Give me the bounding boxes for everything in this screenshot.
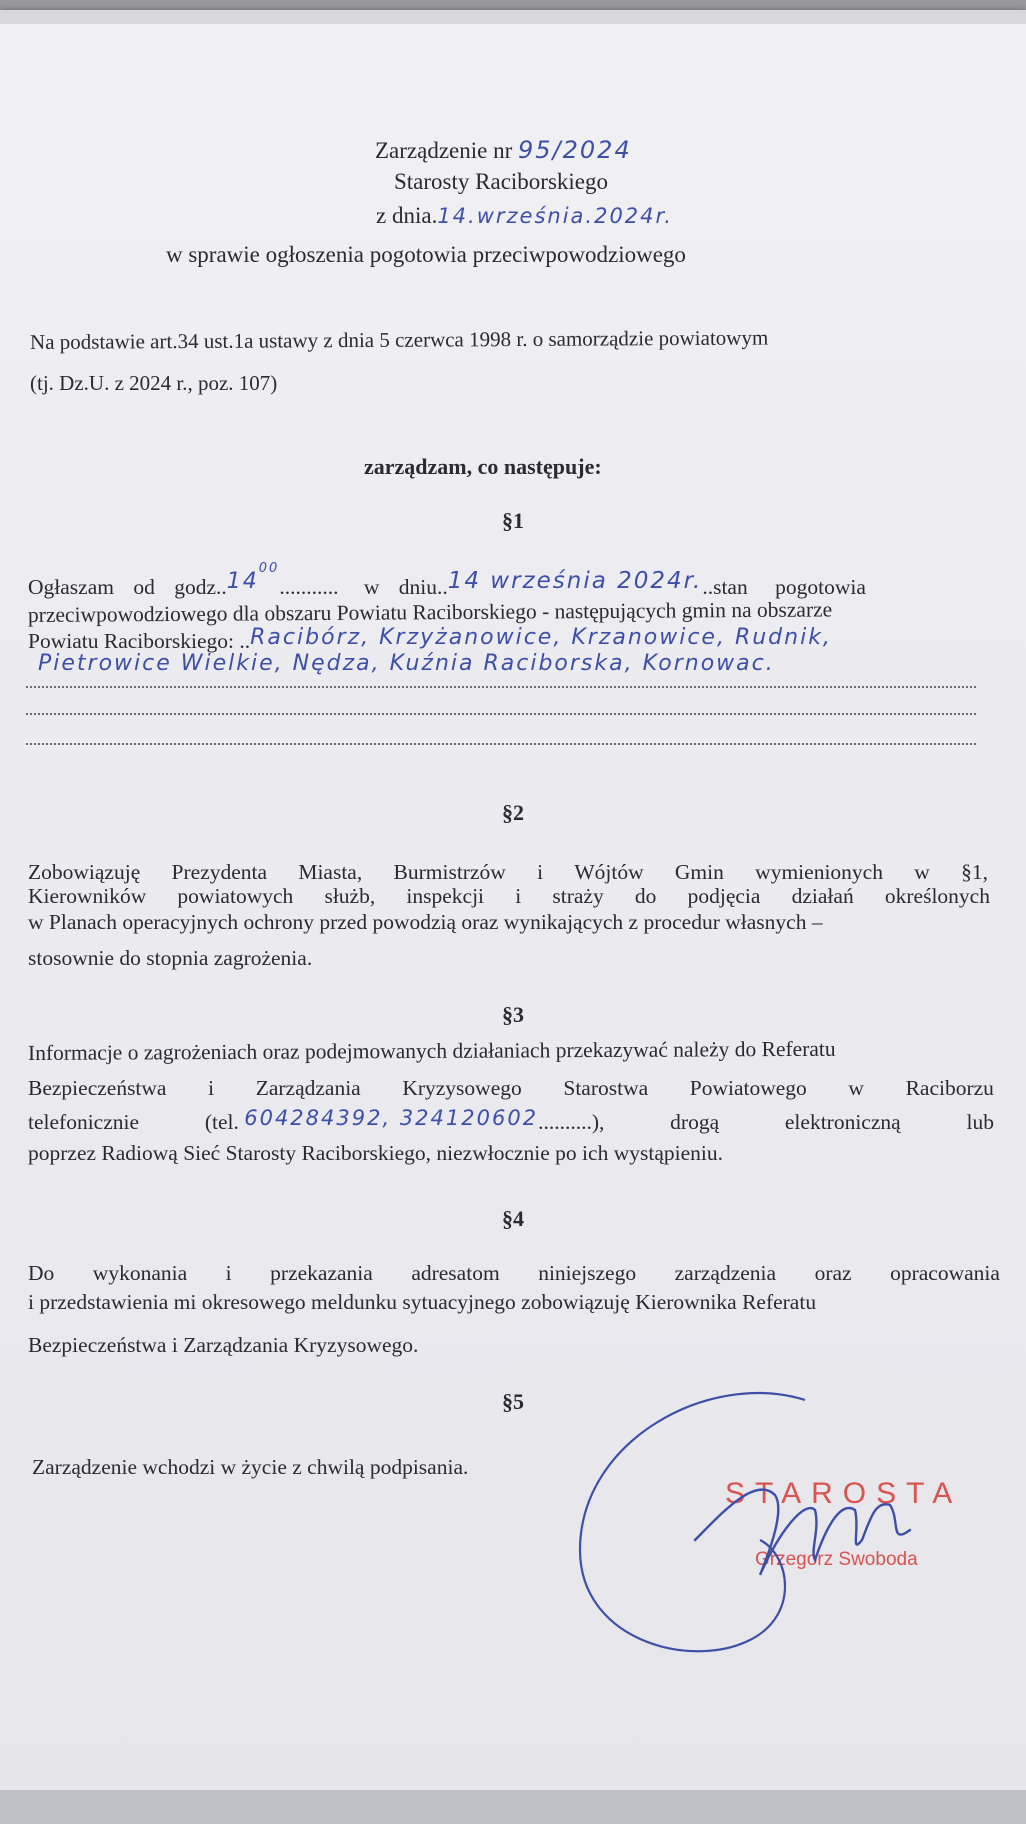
s3-word: ..........),: [538, 1110, 605, 1134]
section-3-heading: §3: [502, 1002, 524, 1027]
s3-word: (tel.: [204, 1110, 239, 1134]
s3-word: drogą: [670, 1110, 720, 1134]
justified-word: podjęcia: [687, 884, 761, 908]
sheet-top-edge: [0, 10, 1026, 24]
s1-word: ..stan: [702, 575, 748, 600]
dotted-line: [26, 713, 976, 715]
justified-word: Raciborzu: [905, 1076, 994, 1100]
justified-word: i: [208, 1076, 215, 1100]
date-prefix: z dnia: [376, 203, 432, 228]
s1-word: pogotowia: [775, 575, 866, 600]
s1-hour-minutes: 00: [258, 561, 280, 576]
s1-line1: [28, 561, 866, 600]
justified-word: Powiatowego: [689, 1076, 807, 1100]
justified-word: służb,: [324, 884, 376, 908]
justified-word: działań: [791, 884, 854, 908]
s1-word: od: [133, 575, 155, 600]
subject: w sprawie ogłoszenia pogotowia przeciwpowodziowego: [166, 242, 686, 267]
document-sheet: [0, 10, 1026, 1815]
justified-word: adresatom: [411, 1261, 500, 1285]
decree-line: zarządzam, co następuje:: [364, 454, 602, 479]
justified-word: Prezydenta: [171, 860, 268, 884]
s1-line2: przeciwpowodziowego dla obszaru Powiatu Raciborskiego - następujących gmin na obszarze: [27, 597, 833, 627]
justified-word: i: [225, 1261, 232, 1285]
justified-word: Kryzysowego: [402, 1076, 522, 1100]
title-line: [375, 138, 632, 162]
title-prefix: Zarządzenie nr: [375, 138, 513, 163]
s1-dots: ...........: [279, 575, 339, 600]
s4-line1: [28, 1263, 1000, 1285]
justified-word: Zobowiązuję: [28, 860, 141, 884]
section-1-heading: §1: [502, 508, 524, 533]
date-line: z dnia.14.września.2024r.: [376, 203, 673, 228]
justified-word: Zarządzania: [255, 1076, 361, 1100]
s2-line1: [28, 862, 988, 884]
title-number: 95/2024: [518, 136, 632, 164]
s2-line4: stosownie do stopnia zagrożenia.: [28, 946, 313, 970]
s1-word: dniu..: [398, 575, 448, 600]
signature-loop: [580, 1393, 805, 1651]
s4-line3: Bezpieczeństwa i Zarządzania Kryzysowego.: [28, 1333, 419, 1357]
justified-word: zarządzenia: [674, 1261, 777, 1285]
justified-word: w: [848, 1076, 864, 1100]
dotted-line: [26, 743, 976, 745]
s3-line1: Informacje o zagrożeniach oraz podejmowanych działaniach przekazywać należy do Referatu: [27, 1036, 836, 1065]
justified-word: w: [914, 860, 930, 884]
s1-day: 14 września 2024r.: [447, 568, 703, 595]
section-5-heading: §5: [502, 1389, 524, 1414]
justified-word: określonych: [884, 884, 990, 908]
justified-word: przekazania: [270, 1261, 373, 1285]
s1-line3: [28, 625, 832, 653]
justified-word: straży: [552, 884, 604, 908]
section-2-heading: §2: [502, 800, 524, 825]
justified-word: Bezpieczeństwa: [28, 1076, 167, 1100]
s1-hour: 14: [226, 569, 259, 595]
justified-word: Do: [28, 1261, 55, 1285]
s3-phone-group: [204, 1106, 605, 1134]
s3-word: telefonicznie: [28, 1110, 140, 1134]
justified-word: Burmistrzów: [393, 860, 506, 884]
s3-phones: 604284392, 324120602: [244, 1106, 539, 1130]
stamp-name: Grzegorz Swoboda: [755, 1549, 918, 1570]
s1-word: Ogłaszam: [28, 575, 114, 600]
date-value: 14.września.2024r.: [437, 204, 673, 228]
s3-line3: [28, 1106, 994, 1134]
justified-word: Wójtów: [574, 860, 644, 884]
s1-gminy-2: Pietrowice Wielkie, Nędza, Kuźnia Raciborska, Kornowac.: [38, 651, 775, 676]
s2-line3: w Planach operacyjnych ochrony przed powodzią oraz wynikających z procedur własnych –: [28, 910, 823, 934]
signature-stamp: [570, 1380, 1010, 1680]
s1-line3-prefix: Powiatu Raciborskiego: ..: [28, 629, 251, 653]
justified-word: opracowania: [890, 1261, 1000, 1285]
s2-line2: [28, 886, 990, 908]
justified-word: do: [634, 884, 657, 908]
stamp-title: STAROSTA: [725, 1477, 963, 1510]
justified-word: §1,: [961, 860, 988, 884]
s3-line4: poprzez Radiową Sieć Starosty Raciborskiego, niezwłocznie po ich wystąpieniu.: [28, 1141, 723, 1165]
justified-word: oraz: [814, 1261, 852, 1285]
s4-line2: i przedstawienia mi okresowego meldunku sytuacyjnego zobowiązuję Kierownika Referatu: [28, 1290, 817, 1314]
s3-line2: [28, 1078, 994, 1100]
s1-gminy-1: Racibórz, Krzyżanowice, Krzanowice, Rudnik,: [250, 625, 832, 650]
s1-word: w: [363, 575, 380, 600]
s3-word: lub: [966, 1110, 994, 1134]
legal-basis-line2: (tj. Dz.U. z 2024 r., poz. 107): [30, 371, 278, 395]
s5-line1: Zarządzenie wchodzi w życie z chwilą podpisania.: [32, 1455, 469, 1479]
section-4-heading: §4: [502, 1206, 524, 1231]
legal-basis-line1: Na podstawie art.34 ust.1a ustawy z dnia 5 czerwca 1998 r. o samorządzie powiatowym: [29, 325, 769, 354]
s1-word: godz..: [174, 575, 227, 600]
issuer: Starosty Raciborskiego: [394, 169, 608, 194]
background-surface: [0, 1790, 1026, 1824]
justified-word: i: [537, 860, 544, 884]
justified-word: Miasta,: [298, 860, 363, 884]
justified-word: Gmin: [674, 860, 724, 884]
dotted-line: [26, 686, 976, 688]
justified-word: Starostwa: [563, 1076, 649, 1100]
justified-word: powiatowych: [177, 884, 294, 908]
justified-word: wymienionych: [755, 860, 883, 884]
justified-word: i: [515, 884, 522, 908]
s3-word: elektroniczną: [784, 1110, 901, 1134]
justified-word: niniejszego: [538, 1261, 637, 1285]
justified-word: inspekcji: [406, 884, 485, 908]
justified-word: wykonania: [92, 1261, 188, 1285]
justified-word: Kierowników: [28, 884, 147, 908]
